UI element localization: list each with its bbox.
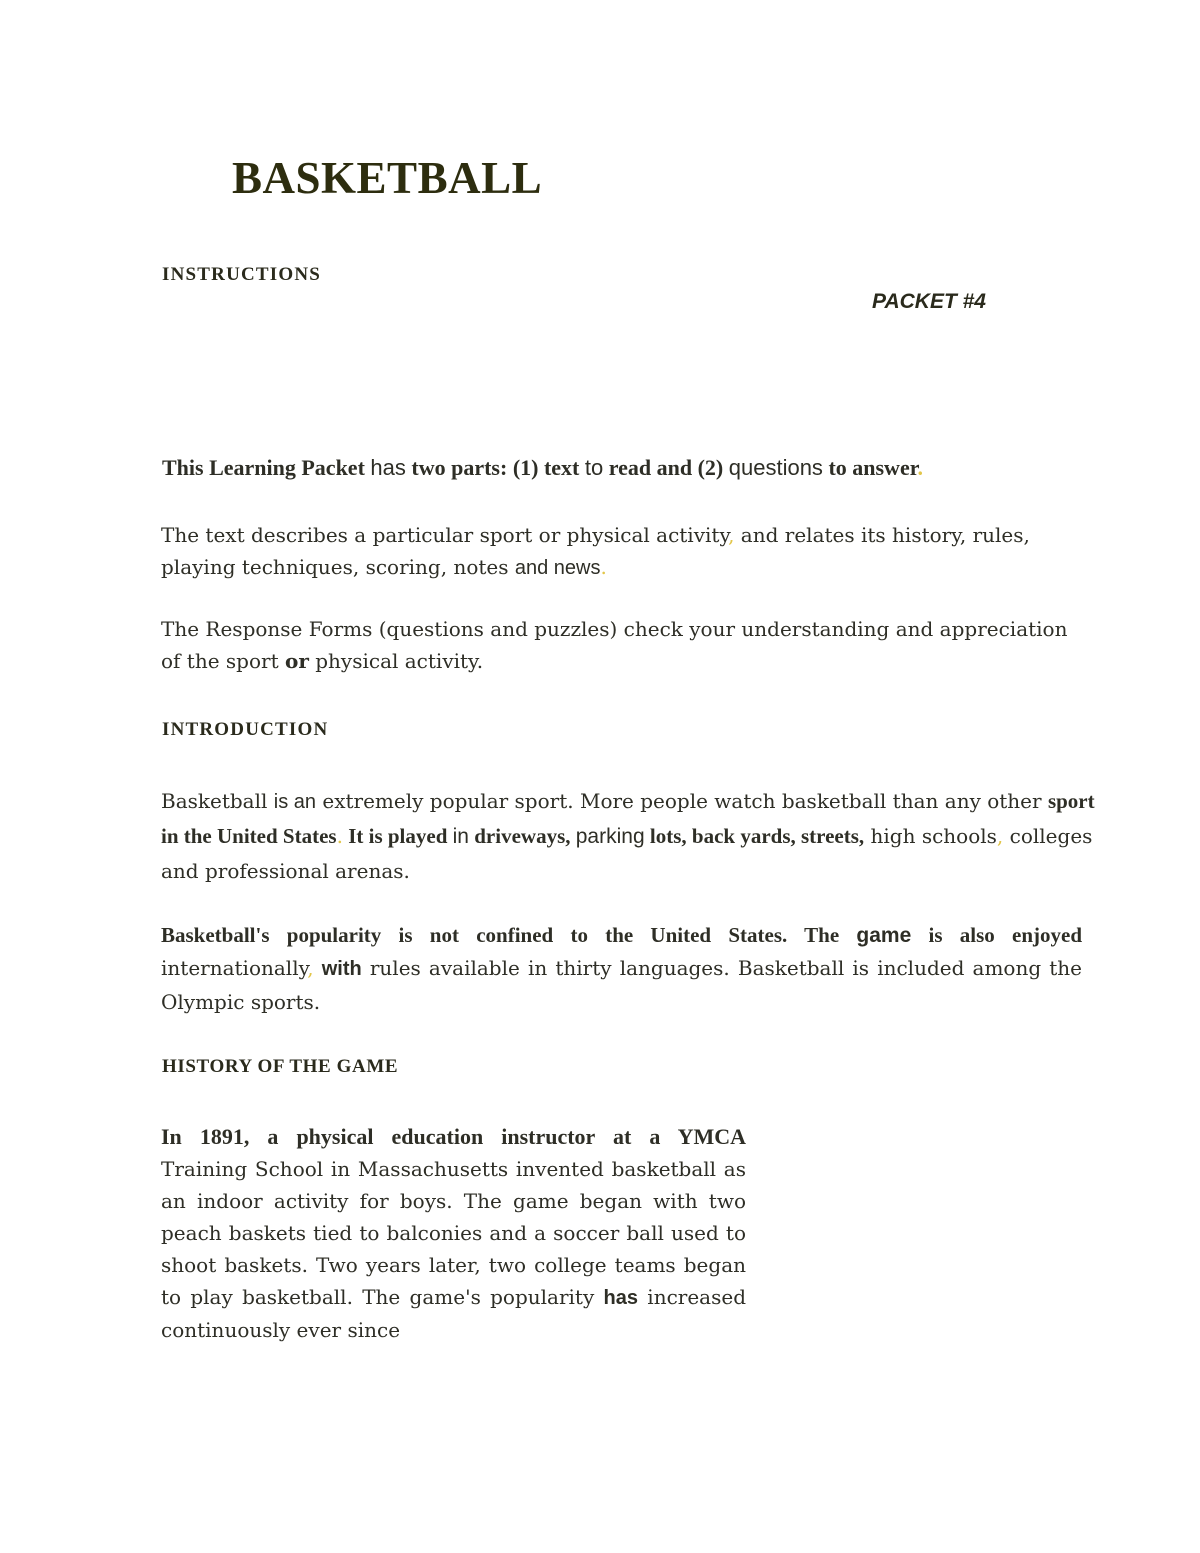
instructions-text-paragraph: The text describes a particular sport or physical activity, and relates its history, rules, playing techniques, scoring, notes and news. xyxy=(161,523,1030,579)
history-heading: HISTORY OF THE GAME xyxy=(162,1056,399,1077)
document-title: BASKETBALL xyxy=(232,153,543,203)
introduction-paragraph-2: Basketball's popularity is not confined to the United States. The game is also enjoyed internationally, with rules available in thirty languages. Basketball is included among the Olympic sports. xyxy=(161,923,1083,1014)
introduction-paragraph-1: Basketball is an extremely popular sport. More people watch basketball than any other sport in the United States. It is played in driveways, parking lots, back yards, streets, high schools, colleges and professional arenas. xyxy=(161,789,1095,883)
instructions-heading: INSTRUCTIONS xyxy=(162,264,322,285)
history-paragraph: In 1891, a physical education instructor at a YMCA Training School in Massachusetts invented basketball as an indoor activity for boys. The game began with two peach baskets tied to balconies and a soccer ball used to shoot baskets. Two years later, two college teams began to play basketball. The game's popularity has increased continuously ever since xyxy=(161,1124,746,1342)
packet-label: PACKET #4 xyxy=(872,290,986,313)
instructions-lead: This Learning Packet has two parts: (1) text to read and (2) questions to answer. xyxy=(162,455,923,480)
introduction-heading: INTRODUCTION xyxy=(162,719,329,740)
instructions-response-paragraph: The Response Forms (questions and puzzles) check your understanding and appreciation of the sport or physical activity. xyxy=(161,617,1068,673)
